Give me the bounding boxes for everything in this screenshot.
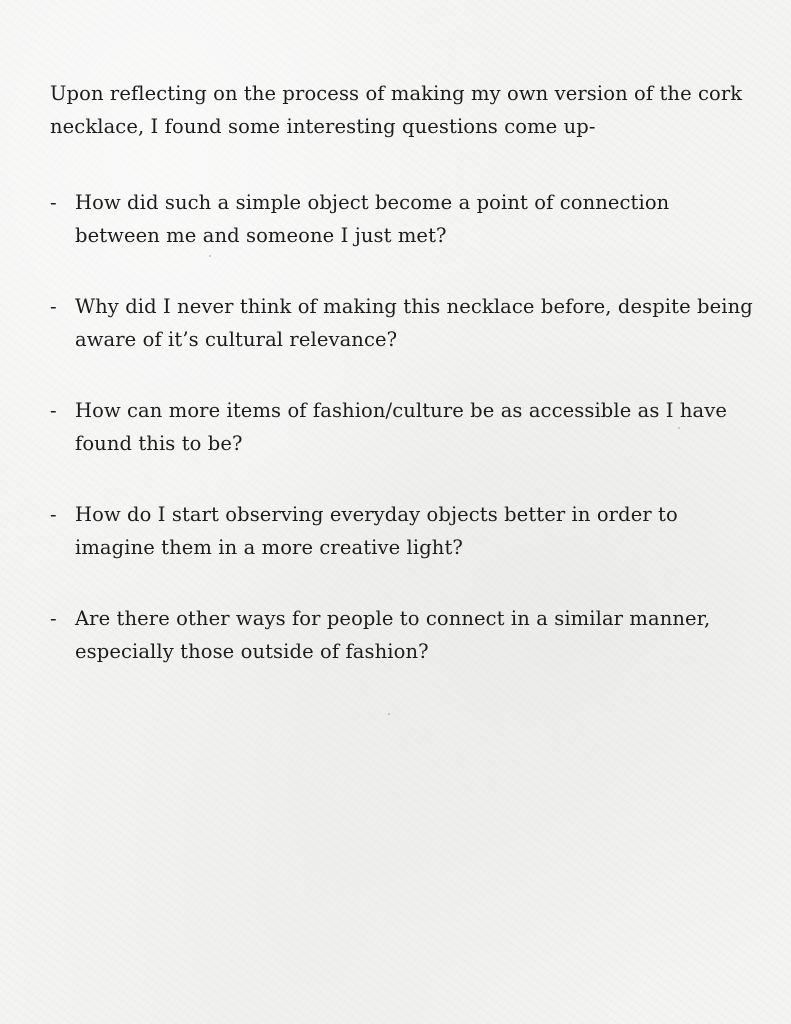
- question-text: How can more items of fashion/culture be as accessible as I have found this to be?: [75, 399, 728, 455]
- question-text: Why did I never think of making this necklace before, despite being aware of it’s cultural relevance?: [75, 295, 753, 351]
- dash-bullet: -: [50, 399, 57, 422]
- list-item: [50, 602, 760, 668]
- question-text: Are there other ways for people to connect in a similar manner, especially those outside of fashion?: [75, 607, 711, 663]
- list-item: [50, 498, 760, 564]
- paper-speck: [388, 713, 390, 715]
- dash-bullet: -: [50, 295, 57, 318]
- dash-bullet: -: [50, 607, 57, 630]
- intro-paragraph: Upon reflecting on the process of making my own version of the cork necklace, I found some interesting questions come up-: [50, 82, 743, 138]
- dash-bullet: -: [50, 191, 57, 214]
- question-text: How do I start observing everyday objects better in order to imagine them in a more creative light?: [75, 503, 678, 559]
- question-list: [50, 186, 760, 668]
- list-item: [50, 186, 760, 252]
- list-item: [50, 290, 760, 356]
- list-item: [50, 394, 760, 460]
- dash-bullet: -: [50, 503, 57, 526]
- document-body: [50, 77, 760, 668]
- question-text: How did such a simple object become a point of connection between me and someone I just met?: [75, 191, 670, 247]
